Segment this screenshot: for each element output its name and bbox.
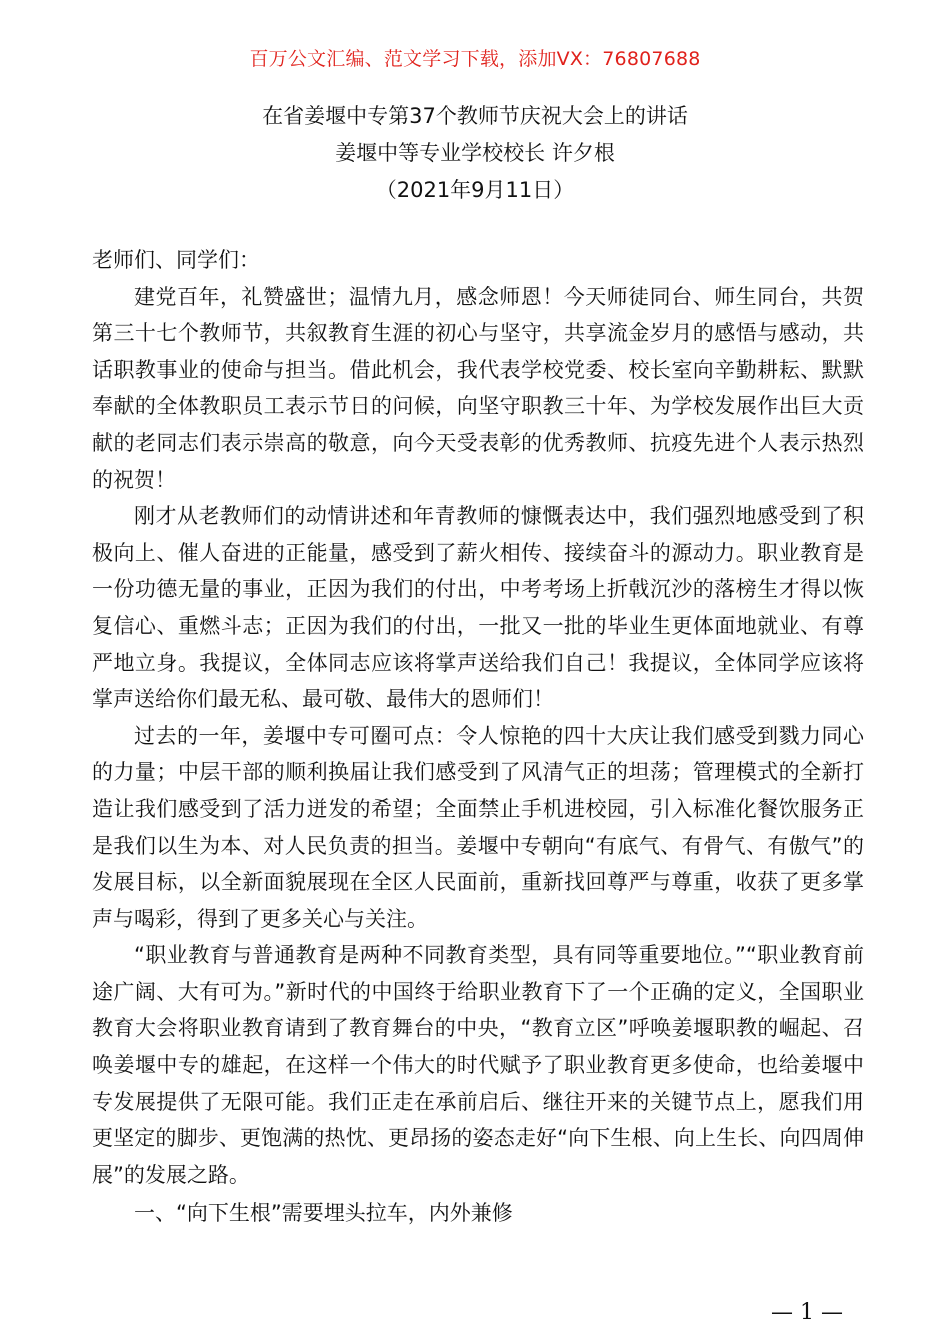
salutation: 老师们、同学们： (92, 248, 260, 272)
paragraph: 刚才从老教师们的动情讲述和年青教师的慷慨表达中，我们强烈地感受到了积极向上、催人奋进的正能量，感受到了薪火相传、接续奋斗的源动力。职业教育是一份功德无量的事业，正因为我们的付出，中考考场上折戟沉沙的落榜生才得以恢复信心、重燃斗志；正因为我们的付出，一批又一批的毕业生更体面地就业、有尊严地立身。我提议，全体同志应该将掌声送给我们自己！我提议，全体同学应该将掌声送给你们最无私、最可敬、最伟大的恩师们！ (92, 504, 864, 712)
title-block (0, 98, 950, 209)
page-number: — 1 — (771, 1300, 843, 1325)
speech-body (92, 242, 864, 1232)
speech-date: （2021年9月11日） (375, 178, 575, 202)
document-title: 在省姜堰中专第37个教师节庆祝大会上的讲话 (262, 104, 688, 128)
watermark-banner: 百万公文汇编、范文学习下载，添加VX：76807688 (249, 48, 701, 70)
paragraph: 过去的一年，姜堰中专可圈可点：令人惊艳的四十大庆让我们感受到戮力同心的力量；中层干部的顺利换届让我们感受到了风清气正的坦荡；管理模式的全新打造让我们感受到了活力迸发的希望；全面禁止手机进校园，引入标准化餐饮服务正是我们以生为本、对人民负责的担当。姜堰中专朝向“有底气、有骨气、有傲气”的发展目标，以全新面貌展现在全区人民面前，重新找回尊严与尊重，收获了更多掌声与喝彩，得到了更多关心与关注。 (92, 723, 864, 931)
section-heading: 一、“向下生根”需要埋头拉车，内外兼修 (134, 1201, 513, 1226)
paragraph: 建党百年，礼赞盛世；温情九月，感念师恩！今天师徒同台、师生同台，共贺第三十七个教师节，共叙教育生涯的初心与坚守，共享流金岁月的感悟与感动，共话职教事业的使命与担当。借此机会，我代表学校党委、校长室向辛勤耕耘、默默奉献的全体教职员工表示节日的问候，向坚守职教三十年、为学校发展作出巨大贡献的老同志们表示崇高的敬意，向今天受表彰的优秀教师、抗疫先进个人表示热烈的祝贺！ (92, 284, 864, 492)
speaker-line: 姜堰中等专业学校校长 许夕根 (335, 141, 615, 165)
paragraph: “职业教育与普通教育是两种不同教育类型，具有同等重要地位。”“职业教育前途广阔、大有可为。”新时代的中国终于给职业教育下了一个正确的定义，全国职业教育大会将职业教育请到了教育舞台的中央，“教育立区”呼唤姜堰职教的崛起、召唤姜堰中专的雄起，在这样一个伟大的时代赋予了职业教育更多使命，也给姜堰中专发展提供了无限可能。我们正走在承前启后、继往开来的关键节点上，愿我们用更坚定的脚步、更饱满的热忱、更昂扬的姿态走好“向下生根、向上生长、向四周伸展”的发展之路。 (92, 943, 864, 1187)
